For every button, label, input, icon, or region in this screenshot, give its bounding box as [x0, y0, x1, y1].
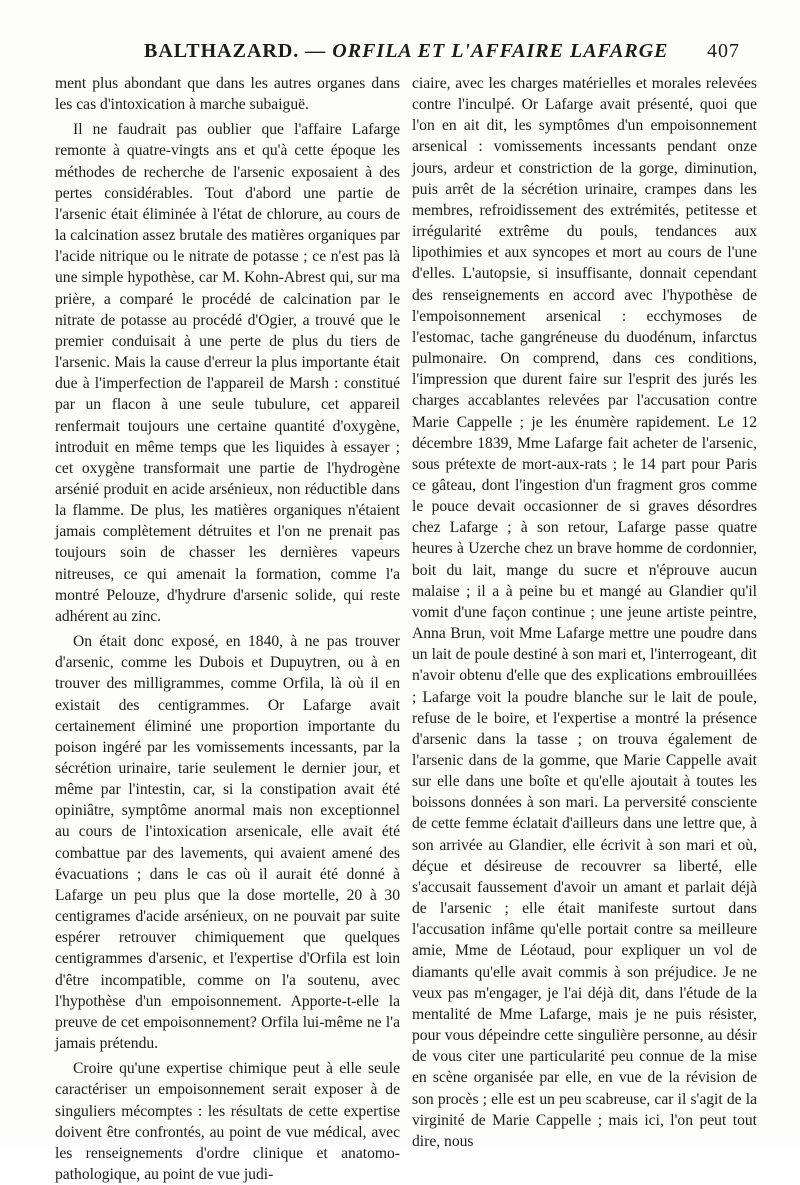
- running-title: [144, 40, 669, 63]
- paragraph: ciaire, avec les charges matérielles et morales relevées contre l'inculpé. Or Lafarge avait présenté, quoi que l'on en ait dit, les symptômes d'un empoisonnement arsenical : vomissements incessants pendant onze jours, ardeur et constriction de la gorge, diminution, puis arrêt de la sécrétion urinaire, crampes dans les membres, refroidissement des extrémités, petitesse et irrégularité extrême du pouls, tendances aux lipothimies et aux syncopes et mort au cours de l'une d'elles. L'autopsie, si insuffisante, donnait cependant des renseignements en accord avec l'hypothèse de l'empoisonnement arsenical : ecchymoses de l'estomac, tache gangréneuse du duodénum, infarctus pulmonaire. On comprend, dans ces conditions, l'impression que durent faire sur l'esprit des jurés les charges accablantes relevées par l'accusation contre Marie Cappelle ; je les énumère rapidement. Le 12 décembre 1839, Mme Lafarge fait acheter de l'arsenic, sous prétexte de mort-aux-rats ; le 14 part pour Paris ce gâteau, dont l'ingestion d'un fragment gros comme le pouce devait occasionner de si graves désordres chez Lafarge ; à son retour, Lafarge passe quatre heures à Uzerche chez un brave homme de cordonnier, boit du lait, mange du sucre et n'éprouve aucun malaise ; il a à peine bu et mangé au Glandier qu'il vomit d'une façon continue ; une jeune artiste peintre, Anna Brun, voit Mme Lafarge mettre une poudre dans un lait de poule destiné à son mari et, l'interrogeant, dit n'avoir obtenu d'elle que des explications embrouillées ; Lafarge voit la poudre blanche sur le lait de poule, refuse de le boire, et l'expertise a montré la présence d'arsenic dans la tasse ; on trouva également de l'arsenic dans de la gomme, que Marie Cappelle avait sur elle dans une boîte et qu'elle ajoutait à toutes les boissons données à son mari. La perversité consciente de cette femme éclatait d'ailleurs dans une lettre que, à son arrivée au Glandier, elle écrivit à son mari et où, déçue et désireuse de recouvrer sa liberté, elle s'accusait faussement d'avoir un amant et parlait déjà de l'arsenic ; elle était manifeste surtout dans l'accusation infâme qu'elle portait contre sa meilleure amie, Mme de Léotaud, pour expliquer un vol de diamants qu'elle avait commis à son préjudice. Je ne veux pas m'engager, je l'ai déjà dit, dans l'étude de la mentalité de Mme Lafarge, mais je ne puis résister, pour vous dépeindre cette singulière personne, au désir de vous citer une particularité peu connue de la mise en scène organisée par elle, en vue de la révision de son procès ; elle est un peu scabreuse, car il s'agit de la virginité de Marie Cappelle ; mais ici, l'on peut tout dire, nous: [412, 75, 757, 1150]
- paragraph: Croire qu'une expertise chimique peut à elle seule caractériser un empoisonnement serait exposer à de singuliers mécomptes : les résultats de cette expertise doivent être confrontés, au point de vue médical, avec les renseignements d'ordre clinique et anatomo-pathologique, au point de vue judi-: [55, 1060, 400, 1183]
- running-header: [70, 40, 740, 68]
- right-column: [412, 73, 757, 1152]
- header-title: ORFILA ET L'AFFAIRE LAFARGE: [332, 40, 669, 62]
- header-dash: —: [305, 40, 327, 62]
- header-author: BALTHAZARD.: [144, 40, 300, 62]
- paragraph: On était donc exposé, en 1840, à ne pas trouver d'arsenic, comme les Dubois et Dupuytren, ou à en trouver des milligrammes, comme Orfila, là où il en existait des centigrammes. Or Lafarge avait certainement éliminé une proportion importante du poison ingéré par les vomissements incessants, par la sécrétion urinaire, tarie seulement le dernier jour, et même par l'intestin, car, si la constipation avait été opiniâtre, symptôme anormal mais non exceptionnel au cours de l'intoxication arsenicale, elle avait été combattue par des lavements, qui avaient amené des évacuations ; dans le cas où il aurait été donné à Lafarge un peu plus que la dose mortelle, 20 à 30 centigrames d'acide arsénieux, on ne pouvait par suite espérer retrouver chimiquement que quelques centigrammes d'arsenic, et l'expertise d'Orfila est loin d'être incompatible, comme on l'a soutenu, avec l'hypothèse d'un empoisonnement. Apporte-t-elle la preuve de cet empoisonnement? Orfila lui-même ne l'a jamais prétendu.: [55, 633, 400, 1053]
- page-number: 407: [707, 40, 740, 62]
- paragraph: Il ne faudrait pas oublier que l'affaire Lafarge remonte à quatre-vingts ans et qu'à cette époque les méthodes de recherche de l'arsenic exposaient à des pertes considérables. Tout d'abord une partie de l'arsenic était éliminée à l'état de chlorure, au cours de la calcination assez brutale des matières organiques par l'acide nitrique ou le nitrate de potasse ; ce n'est pas là une simple hypothèse, car M. Kohn-Abrest qui, sur ma prière, a comparé le procédé de calcination par le nitrate de potasse au procédé d'Ogier, a trouvé que le premier conduisait à une perte de plus du tiers de l'arsenic. Mais la cause d'erreur la plus importante était due à l'imperfection de l'appareil de Marsh : constitué par un flacon à une seule tubulure, cet appareil renfermait toujours une certaine quantité d'oxygène, introduit en même temps que les liquides à essayer ; cet oxygène transformait une partie de l'hydrogène arsénié produit en acide arsénieux, non réductible dans la flamme. De plus, les matières organiques n'étaient jamais complètement détruites et l'on ne prenait pas toujours soin de chasser les dernières vapeurs nitreuses, ce qui amenait la formation, comme l'a montré Pelouze, d'hydrure d'arsenic solide, qui reste adhérent au zinc.: [55, 121, 400, 625]
- paragraph: ment plus abondant que dans les autres organes dans les cas d'intoxication à marche subaiguë.: [55, 75, 400, 114]
- left-column: [55, 73, 400, 1185]
